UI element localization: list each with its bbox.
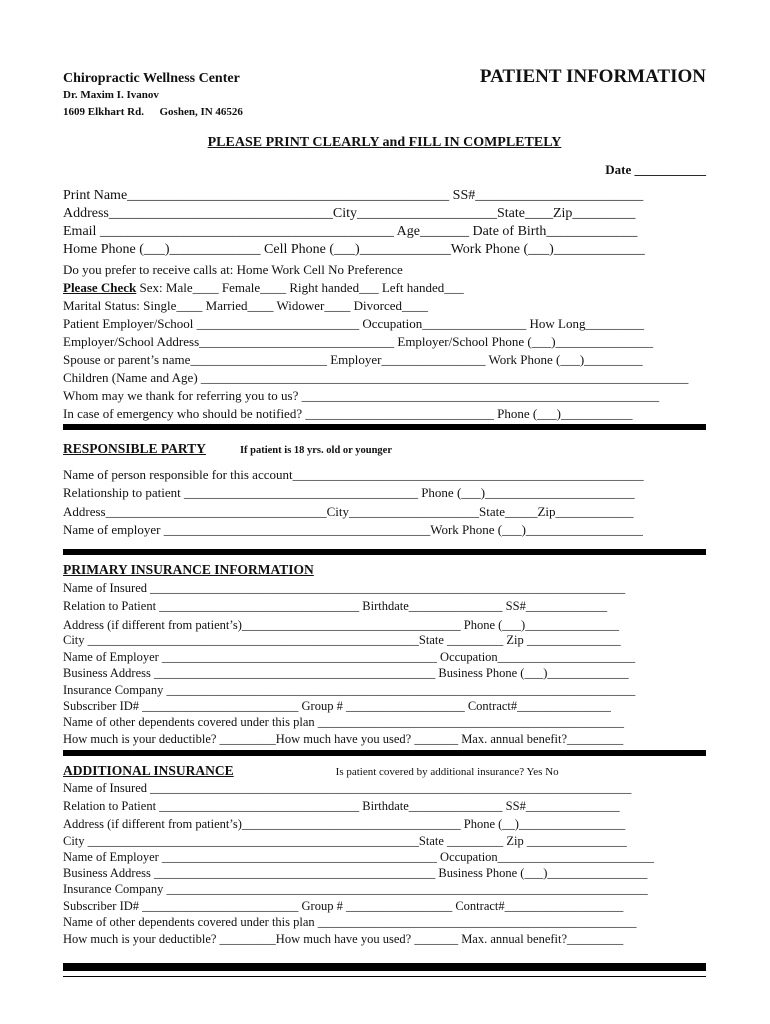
address-field[interactable]: Address________________________________City____________________State____Zip_________ [63,206,636,221]
section-divider [63,963,706,971]
add-insured-name-row[interactable]: Name of Insured _____________________________________________________________________________ [63,781,632,795]
dependents-row[interactable]: Name of other dependents covered under this plan _________________________________________________ [63,715,625,729]
responsible-address-row[interactable]: Address__________________________________City____________________State_____Zip____________ [63,504,634,519]
subscriber-id-row[interactable]: Subscriber ID# _________________________ Group # ___________________ Contract#_______________ [63,699,611,713]
city-row[interactable]: City _____________________________________________________State _________ Zip _______________ [63,633,621,647]
practice-address [63,104,243,121]
add-subscriber-id-row[interactable]: Subscriber ID# _________________________ Group # _________________ Contract#___________________ [63,899,624,913]
spouse-row[interactable]: Spouse or parent’s name_____________________ Employer________________ Work Phone (___)_________ [63,352,643,367]
add-business-address-row[interactable]: Business Address _____________________________________________ Business Phone (___)________________ [63,866,648,880]
business-address-row[interactable]: Business Address _____________________________________________ Business Phone (___)_____________ [63,666,629,680]
address-street: 1609 Elkhart Rd. [63,106,144,118]
responsible-employer-row[interactable]: Name of employer _________________________________________Work Phone (___)__________________ [63,522,643,537]
date-field[interactable]: Date ___________ [605,162,706,177]
employer-row[interactable]: Patient Employer/School _________________________ Occupation________________ How Long_________ [63,316,644,331]
section-divider [63,424,706,430]
insured-address-row[interactable]: Address (if different from patient’s)___________________________________ Phone (___)_______________ [63,618,619,632]
practice-name: Chiropractic Wellness Center [63,71,240,86]
additional-insurance-question[interactable]: Is patient covered by additional insurance? Yes No [335,766,559,778]
responsible-relationship-row[interactable]: Relationship to patient ____________________________________ Phone (___)_______________________ [63,485,635,500]
sex-handedness-options[interactable]: Sex: Male____ Female____ Right handed___ Left handed___ [136,280,464,295]
insured-name-row[interactable]: Name of Insured ____________________________________________________________________________ [63,581,626,595]
responsible-party-title: RESPONSIBLE PARTY [63,441,206,456]
add-city-row[interactable]: City _____________________________________________________State _________ Zip ________________ [63,834,627,848]
children-row[interactable]: Children (Name and Age) ___________________________________________________________________________ [63,370,689,385]
insurance-company-row[interactable]: Insurance Company ___________________________________________________________________________ [63,683,636,697]
form-title: PATIENT INFORMATION [479,66,706,87]
marital-status-row[interactable]: Marital Status: Single____ Married____ Widower____ Divorced____ [63,298,428,313]
email-field[interactable]: Email __________________________________________ Age_______ Date of Birth_____________ [63,224,638,239]
add-insurance-company-row[interactable]: Insurance Company _____________________________________________________________________________ [63,882,648,896]
sex-handedness-row[interactable] [63,279,706,296]
responsible-party-header [63,440,706,458]
add-deductible-row[interactable]: How much is your deductible? _________How much have you used? _______ Max. annual benefit?_________ [63,932,624,946]
add-relation-row[interactable]: Relation to Patient ________________________________ Birthdate_______________ SS#_______________ [63,799,620,813]
practice-header [63,70,243,121]
deductible-row[interactable]: How much is your deductible? _________How much have you used? _______ Max. annual benefit?_________ [63,732,624,746]
add-insured-address-row[interactable]: Address (if different from patient’s)___________________________________ Phone (__)_________________ [63,817,626,831]
please-check-label: Please Check [63,280,137,295]
referral-row[interactable]: Whom may we thank for referring you to us? _______________________________________________________ [63,388,660,403]
relation-row[interactable]: Relation to Patient ________________________________ Birthdate_______________ SS#_____________ [63,599,608,613]
additional-insurance-header [63,762,706,780]
footer-rule [63,976,706,977]
section-divider [63,549,706,555]
add-dependents-row[interactable]: Name of other dependents covered under this plan ___________________________________________________ [63,915,637,929]
primary-insurance-header [63,561,706,579]
primary-insurance-title: PRIMARY INSURANCE INFORMATION [63,562,314,577]
insured-employer-row[interactable]: Name of Employer ____________________________________________ Occupation______________________ [63,650,636,664]
print-name-field[interactable]: Print Name______________________________________________ SS#________________________ [63,188,644,203]
responsible-name-row[interactable]: Name of person responsible for this account______________________________________________________ [63,467,644,482]
phone-fields[interactable]: Home Phone (___)_____________ Cell Phone (___)_____________Work Phone (___)_____________ [63,242,645,257]
call-preference[interactable]: Do you prefer to receive calls at: Home Work Cell No Preference [63,262,403,277]
responsible-party-note: If patient is 18 yrs. old or younger [239,445,392,456]
emergency-contact-row[interactable]: In case of emergency who should be notified? _____________________________ Phone (___)___________ [63,406,633,421]
employer-address-row[interactable]: Employer/School Address______________________________ Employer/School Phone (___)_______________ [63,334,654,349]
additional-insurance-title: ADDITIONAL INSURANCE [63,763,234,778]
section-divider [63,750,706,756]
add-employer-row[interactable]: Name of Employer ____________________________________________ Occupation_________________________ [63,850,654,864]
address-city: Goshen, IN 46526 [159,106,243,118]
doctor-name: Dr. Maxim I. Ivanov [63,89,159,101]
form-instruction: PLEASE PRINT CLEARLY and FILL IN COMPLETELY [207,135,562,150]
